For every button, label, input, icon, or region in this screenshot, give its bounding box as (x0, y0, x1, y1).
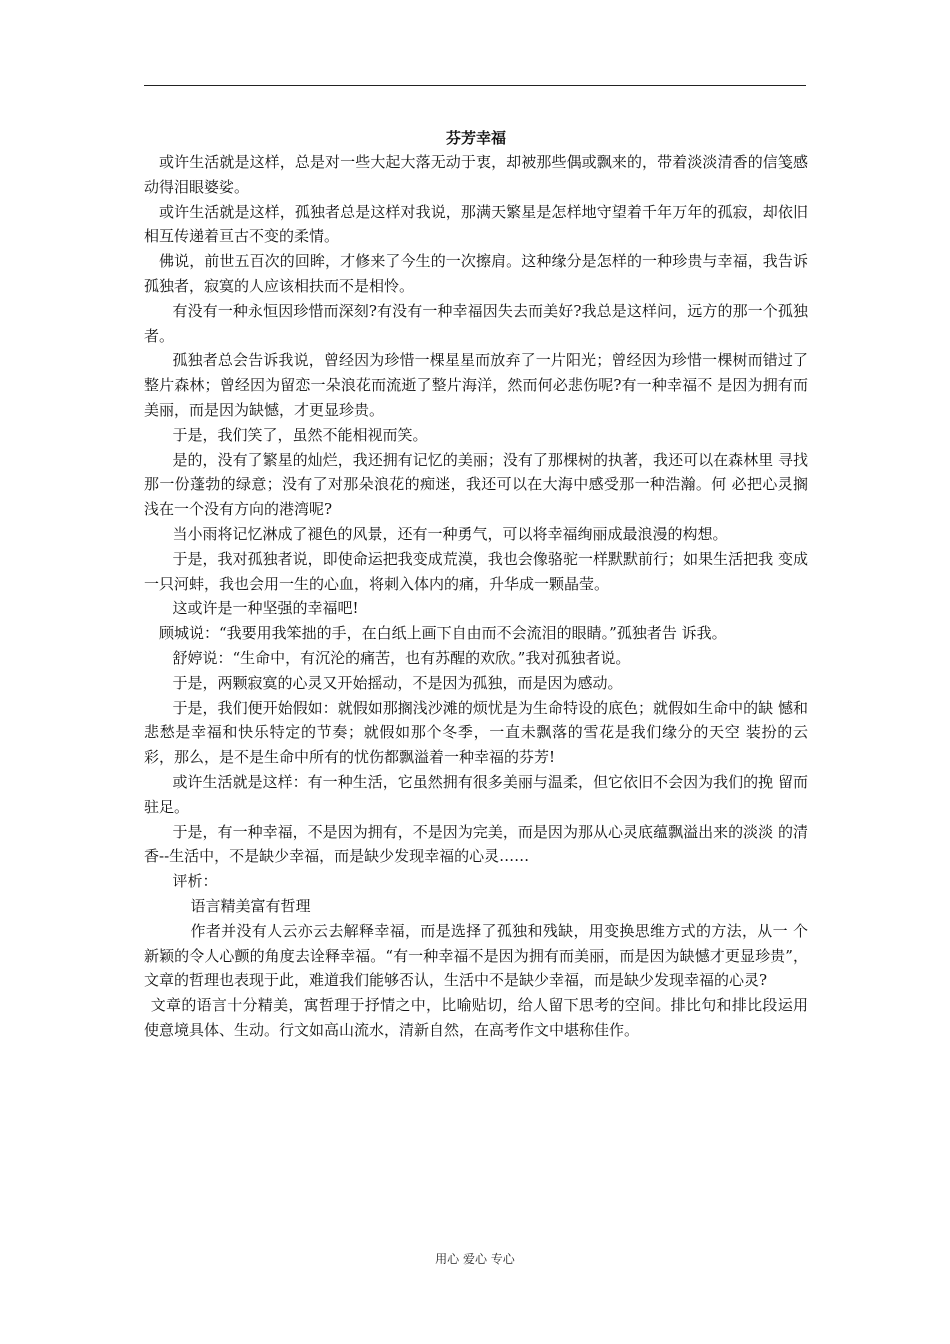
paragraph: 佛说，前世五百次的回眸，才修来了今生的一次擦肩。这种缘分是怎样的一种珍贵与幸福，我告诉孤独者，寂寞的人应该相扶而不是相怜。 (144, 252, 808, 295)
paragraph: 于是，我们笑了，虽然不能相视而笑。 (172, 425, 428, 444)
paragraph: 有没有一种永恒因珍惜而深刻?有没有一种幸福因失去而美好?我总是这样问，远方的那一个孤独者。 (144, 301, 808, 345)
paragraph: 或许生活就是这样，孤独者总是这样对我说，那满天繁星是怎样地守望着千年万年的孤寂，却依旧相互传递着亘古不变的柔情。 (144, 202, 808, 246)
paragraph: 舒婷说：“生命中，有沉沦的痛苦，也有苏醒的欢欣。”我对孤独者说。 (172, 648, 631, 667)
paragraph: 于是，我们便开始假如：就假如那搁浅沙滩的烦忧是为生命特设的底色；就假如生命中的缺 憾和悲愁是幸福和快乐特定的节奏；就假如那个冬季，一直未飘落的雪花是我们缘分的天空 装扮的云彩，那么，是不是生命中所有的忧伤都飘溢着一种幸福的芬芳! (144, 698, 808, 767)
paragraph: 于是，我对孤独者说，即使命运把我变成荒漠，我也会像骆驼一样默默前行；如果生活把我 变成一只河蚌，我也会用一生的心血，将刺入体内的痛，升华成一颗晶莹。 (144, 549, 808, 593)
paragraph: 或许生活就是这样，总是对一些大起大落无动于衷，却被那些偶或飘来的，带着淡淡清香的信笺感动得泪眼婆娑。 (144, 153, 808, 196)
header-rule (144, 85, 806, 86)
paragraph: 于是，两颗寂寞的心灵又开始摇动，不是因为孤独，而是因为感动。 (172, 673, 623, 692)
document-body (144, 126, 808, 1043)
paragraph: 孤独者总会告诉我说，曾经因为珍惜一棵星星而放弃了一片阳光；曾经因为珍惜一棵树而错过了整片森林；曾经因为留恋一朵浪花而流逝了整片海洋，然而何必悲伤呢?有一种幸福不 是因为拥有而美丽，而是因为缺憾，才更显珍贵。 (144, 351, 808, 419)
paragraph: 是的，没有了繁星的灿烂，我还拥有记忆的美丽；没有了那棵树的执著，我还可以在森林里 寻找那一份蓬勃的绿意；没有了对那朵浪花的痴迷，我还可以在大海中感受那一种浩瀚。何 必把心灵搁浅在一个没有方向的港湾呢? (144, 450, 808, 519)
paragraph: 顾城说：“我要用我笨拙的手，在白纸上画下自由而不会流泪的眼睛。”孤独者告 诉我。 (159, 624, 727, 643)
document-title: 芬芳幸福 (445, 129, 506, 147)
paragraph: 或许生活就是这样：有一种生活，它虽然拥有很多美丽与温柔，但它依旧不会因为我们的挽 留而驻足。 (144, 772, 808, 816)
paragraph: 于是，有一种幸福，不是因为拥有，不是因为完美，而是因为那从心灵底蕴飘溢出来的淡淡 的清香--生活中，不是缺少幸福，而是缺少发现幸福的心灵…… (144, 822, 808, 866)
page-footer: 用心 爱心 专心 (435, 1252, 515, 1266)
paragraph: 当小雨将记忆淋成了褪色的风景，还有一种勇气，可以将幸福绚丽成最浪漫的构想。 (172, 524, 728, 543)
paragraph: 文章的语言十分精美，寓哲理于抒情之中，比喻贴切，给人留下思考的空间。排比句和排比段运用使意境具体、生动。行文如高山流水，清新自然，在高考作文中堪称佳作。 (144, 996, 808, 1039)
review-heading: 语言精美富有哲理 (190, 896, 311, 915)
paragraph: 作者并没有人云亦云去解释幸福，而是选择了孤独和残缺，用变换思维方式的方法，从一 个新颖的令人心颤的角度去诠释幸福。“有一种幸福不是因为拥有而美丽，而是因为缺憾才更显珍贵”，文章的哲理也表现于此，难道我们能够否认，生活中不是缺少幸福，而是缺少发现幸福的心灵? (144, 921, 808, 990)
paragraph: 这或许是一种坚强的幸福吧! (172, 599, 359, 618)
review-label: 评析： (172, 872, 218, 891)
